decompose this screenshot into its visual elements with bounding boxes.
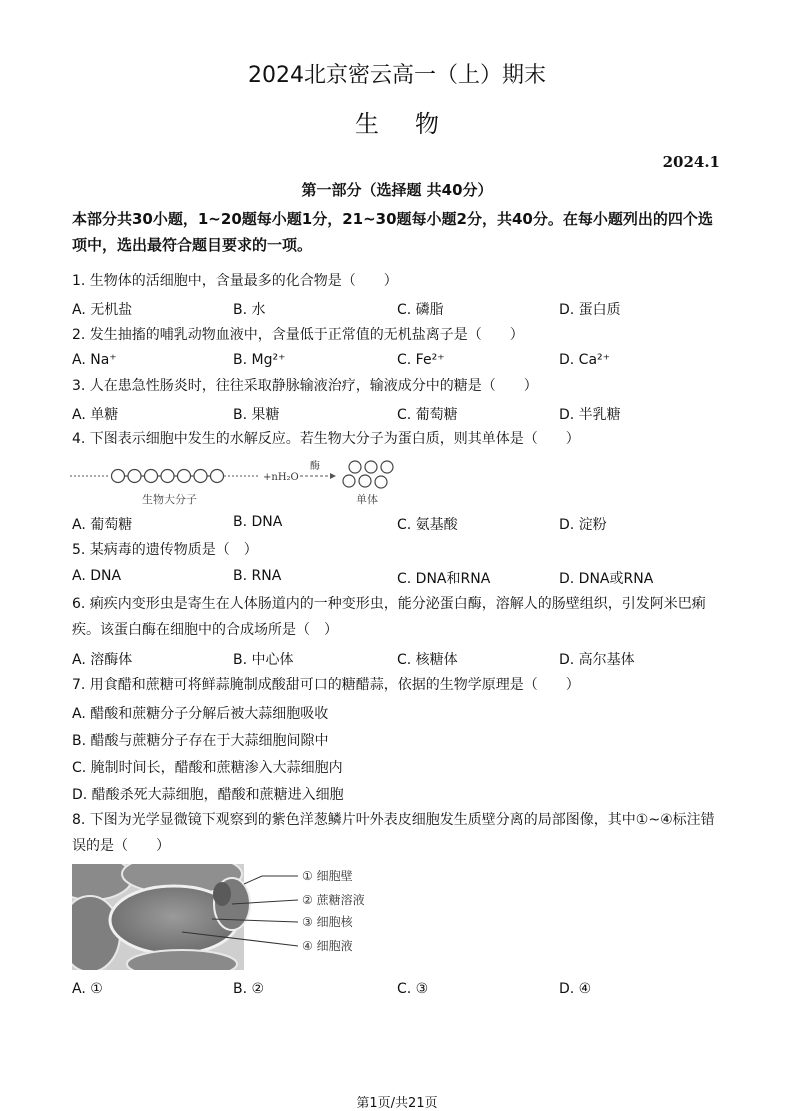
option-d: D. 蛋白质 <box>559 302 621 318</box>
question-7-option-a: A. 醋酸和蔗糖分子分解后被大蒜细胞吸收 <box>72 706 329 722</box>
macromolecule-label: 生物大分子 <box>142 493 197 506</box>
question-7-option-b: B. 醋酸与蔗糖分子存在于大蒜细胞间隙中 <box>72 733 329 749</box>
option-c: C. 葡萄糖 <box>397 407 458 423</box>
question-5-options <box>72 568 728 590</box>
option-b: B. DNA <box>233 514 283 530</box>
question-3-stem: 3. 人在患急性肠炎时，往往采取静脉输液治疗，输液成分中的糖是（ ） <box>72 378 538 394</box>
water-label: +nH₂O <box>263 472 299 483</box>
option-a: A. Na⁺ <box>72 352 117 368</box>
question-8-options <box>72 981 728 1003</box>
option-d: D. 淀粉 <box>559 517 607 533</box>
question-5-stem: 5. 某病毒的遗传物质是（ ） <box>72 542 258 558</box>
question-7-option-d: D. 醋酸杀死大蒜细胞，醋酸和蔗糖进入细胞 <box>72 787 344 803</box>
question-6-stem: 6. 痢疾内变形虫是寄生在人体肠道内的一种变形虫，能分泌蛋白酶，溶解人的肠壁组织，引发阿米巴痢疾。该蛋白酶在细胞中的合成场所是（ ） <box>72 596 706 638</box>
question-4-options <box>72 514 728 536</box>
exam-title: 2024北京密云高一（上）期末 <box>248 63 546 88</box>
hydrolysis-diagram <box>70 459 400 509</box>
option-a: A. DNA <box>72 568 122 584</box>
section-heading: 第一部分（选择题 共40分） <box>301 181 493 199</box>
option-a: A. 溶酶体 <box>72 652 133 668</box>
option-a: A. 无机盐 <box>72 302 133 318</box>
monomer-circles <box>343 461 393 488</box>
option-d: D. 半乳糖 <box>559 407 621 423</box>
option-a: A. 单糖 <box>72 407 119 423</box>
option-b: B. Mg²⁺ <box>233 352 286 368</box>
subject-title: 生物 <box>355 110 475 138</box>
option-b: B. 水 <box>233 302 266 318</box>
option-d: D. Ca²⁺ <box>559 352 611 368</box>
option-c: C. 磷脂 <box>397 302 444 318</box>
question-6-options <box>72 649 728 671</box>
question-3-options <box>72 404 728 426</box>
label-cell-wall: ① 细胞壁 <box>302 869 353 883</box>
option-c: C. ③ <box>397 981 429 997</box>
question-8-stem: 8. 下图为光学显微镜下观察到的紫色洋葱鳞片叶外表皮细胞发生质壁分离的局部图像，其中①~④标注错误的是（ ） <box>72 812 715 854</box>
option-a: A. 葡萄糖 <box>72 517 133 533</box>
question-2-stem: 2. 发生抽搐的哺乳动物血液中，含量低于正常值的无机盐离子是（ ） <box>72 327 524 343</box>
question-1-stem: 1. 生物体的活细胞中，含量最多的化合物是（ ） <box>72 273 398 289</box>
option-b: B. RNA <box>233 568 282 584</box>
option-d: D. 高尔基体 <box>559 652 635 668</box>
option-d: D. ④ <box>559 981 592 997</box>
option-a: A. ① <box>72 981 103 997</box>
plasmolysis-micrograph <box>72 864 392 970</box>
enzyme-label: 酶 <box>310 461 320 472</box>
question-1-options <box>72 299 728 321</box>
monomer-label: 单体 <box>356 493 378 506</box>
question-7-option-c: C. 腌制时间长，醋酸和蔗糖渗入大蒜细胞内 <box>72 760 343 776</box>
section-instructions: 本部分共30小题，1~20题每小题1分，21~30题每小题2分，共40分。在每小题列出的四个选项中，选出最符合题目要求的一项。 <box>72 210 713 254</box>
option-d: D. DNA或RNA <box>559 571 654 587</box>
page-number: 第1页/共21页 <box>356 1096 438 1111</box>
option-b: B. 中心体 <box>233 652 294 668</box>
option-b: B. 果糖 <box>233 407 280 423</box>
option-c: C. Fe²⁺ <box>397 352 445 368</box>
question-7-stem: 7. 用食醋和蔗糖可将鲜蒜腌制成酸甜可口的糖醋蒜，依据的生物学原理是（ ） <box>72 677 580 693</box>
option-c: C. 氨基酸 <box>397 517 458 533</box>
label-sucrose-solution: ② 蔗糖溶液 <box>302 893 365 907</box>
exam-date: 2024.1 <box>662 153 720 171</box>
option-c: C. DNA和RNA <box>397 571 491 587</box>
label-nucleus: ③ 细胞核 <box>302 915 353 929</box>
question-4-stem: 4. 下图表示细胞中发生的水解反应。若生物大分子为蛋白质，则其单体是（ ） <box>72 431 580 447</box>
label-cell-sap: ④ 细胞液 <box>302 939 353 953</box>
question-2-options <box>72 352 728 374</box>
option-c: C. 核糖体 <box>397 652 458 668</box>
option-b: B. ② <box>233 981 265 997</box>
